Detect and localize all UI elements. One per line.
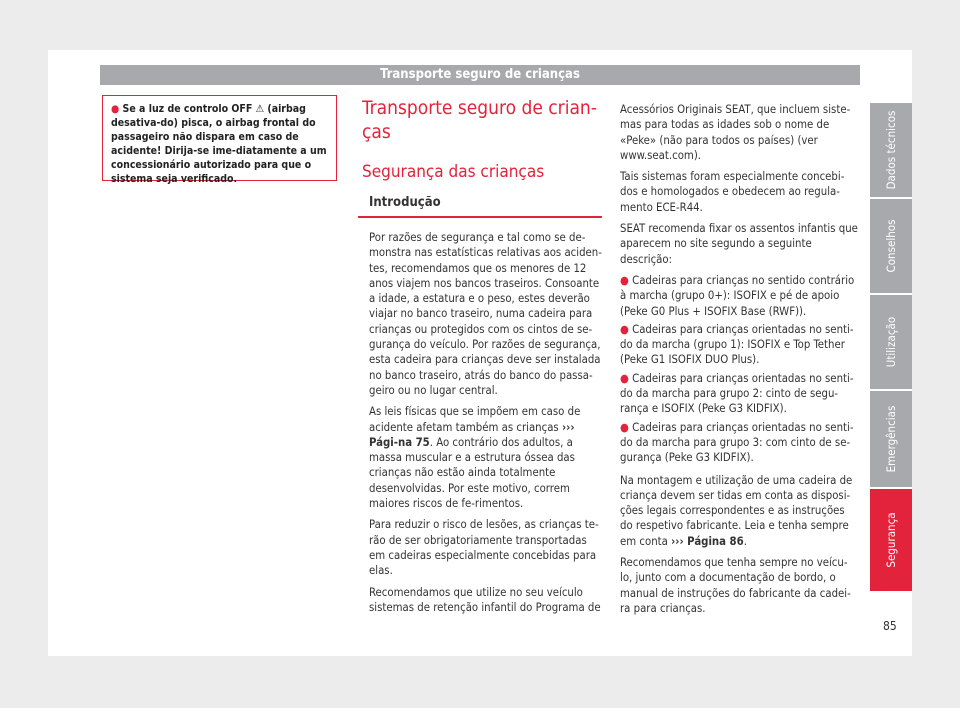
section-heading: Introdução xyxy=(369,195,441,210)
tab-label: Conselhos xyxy=(884,219,898,273)
bullet-icon: ● xyxy=(620,420,629,434)
paragraph-text: . Ao contrário dos adultos, a massa muscular e a estrutura óssea das crianças não estão ainda totalmente desenvolvidas. Por este motivo, correm maiores riscos de fe-rimentos. xyxy=(369,435,575,511)
paragraph xyxy=(369,404,602,511)
paragraph: Para reduzir o risco de lesões, as crianças te-rão de ser obrigatoriamente transportadas em cadeiras especialmente concebidas para elas. xyxy=(369,518,599,578)
paragraph-text: As leis físicas que se impõem em caso de acidente afetam também as crianças xyxy=(369,405,581,434)
list-item-text: Cadeiras para crianças orientadas no senti-do da marcha para grupo 3: com cinto de se-gurança (Peke G3 KIDFIX). xyxy=(620,420,854,465)
heading-divider xyxy=(358,216,602,218)
paragraph: Tais sistemas foram especialmente concebi-dos e homologados e obedecem ao regula-mento ECE-R44. xyxy=(620,170,845,214)
paragraph: Por razões de segurança e tal como se de-monstra nas estatísticas relativas aos aciden-tes, recomendamos que os menores de 12 anos viajem nos bancos traseiros. Consoante a idade, a estatura e o peso, estes deverão viajar no banco traseiro, numa cadeira para crianças ou protegidos com os cintos de se-gurança do veículo. Por razões de segurança, esta cadeira para crianças deve ser instalada no banco traseiro, atrás do banco do passa-geiro ou no lugar central. xyxy=(369,231,602,397)
tab-emergencias[interactable] xyxy=(870,391,912,487)
paragraph: Acessórios Originais SEAT, que incluem siste-mas para todas as idades sob o nome de «Peke» (não para todos os países) (ver www.seat.com). xyxy=(620,103,851,162)
page-header: Transporte seguro de crianças xyxy=(100,65,860,85)
tab-label: Dados técnicos xyxy=(884,110,898,190)
list-item xyxy=(620,322,858,368)
bullet-icon: ● xyxy=(620,322,629,336)
tab-label: Emergências xyxy=(884,405,898,473)
paragraph: SEAT recomenda fixar os assentos infantis que aparecem no site segundo a seguinte descrição: xyxy=(620,222,858,266)
paragraph: Recomendamos que utilize no seu veículo sistemas de retenção infantil do Programa de xyxy=(369,585,601,614)
text-column-right xyxy=(620,102,858,622)
bullet-icon: ● xyxy=(620,273,629,287)
tab-utilizacao[interactable] xyxy=(870,295,912,389)
warning-text: Se a luz de controlo OFF ⚠ (airbag desativa-do) pisca, o airbag frontal do passageiro não dispara em caso de acidente! Dirija-se ime-diatamente a um concessionário autorizado para que o sistema seja verificado. xyxy=(111,103,327,185)
tab-label: Utilização xyxy=(884,316,898,368)
list-item-text: Cadeiras para crianças no sentido contrário à marcha (grupo 0+): ISOFIX e pé de apoio (Peke G0 Plus + ISOFIX Base (RWF)). xyxy=(620,273,855,318)
bullet-icon: ● xyxy=(620,371,629,385)
paragraph xyxy=(620,473,858,549)
list-item xyxy=(620,371,858,417)
paragraph-text: Na montagem e utilização de uma cadeira de criança devem ser tidas em conta as disposi-ções legais correspondentes e as instruções do respetivo fabricante. Leia e tenha sempre em conta xyxy=(620,473,853,548)
section-title: Transporte seguro de crian-ças xyxy=(362,97,597,143)
bullet-icon: ● xyxy=(111,103,120,115)
tab-label: Segurança xyxy=(884,512,898,568)
text-column-middle xyxy=(369,230,602,621)
paragraph-text: . xyxy=(743,534,747,548)
list-item-text: Cadeiras para crianças orientadas no senti-do da marcha (grupo 1): ISOFIX e Top Tether (Peke G1 ISOFIX DUO Plus). xyxy=(620,322,854,367)
list-item-text: Cadeiras para crianças orientadas no senti-do da marcha para grupo 2: cinto de segu-rança e ISOFIX (Peke G3 KIDFIX). xyxy=(620,371,854,416)
page-reference-link[interactable]: ››› Página 86 xyxy=(671,534,744,548)
list-item xyxy=(620,273,858,319)
section-subtitle: Segurança das crianças xyxy=(362,162,545,182)
warning-box xyxy=(102,95,337,185)
tab-dados-tecnicos[interactable] xyxy=(870,103,912,197)
page-number: 85 xyxy=(883,619,897,633)
tab-seguranca[interactable] xyxy=(870,489,912,591)
tab-conselhos[interactable] xyxy=(870,199,912,293)
page-reference-link[interactable]: ››› Pági-na 75 xyxy=(369,420,575,449)
list-item xyxy=(620,420,858,466)
paragraph: Recomendamos que tenha sempre no veícu-lo, junto com a documentação de bordo, o manual de instruções do fabricante da cadei-ra para crianças. xyxy=(620,556,851,615)
